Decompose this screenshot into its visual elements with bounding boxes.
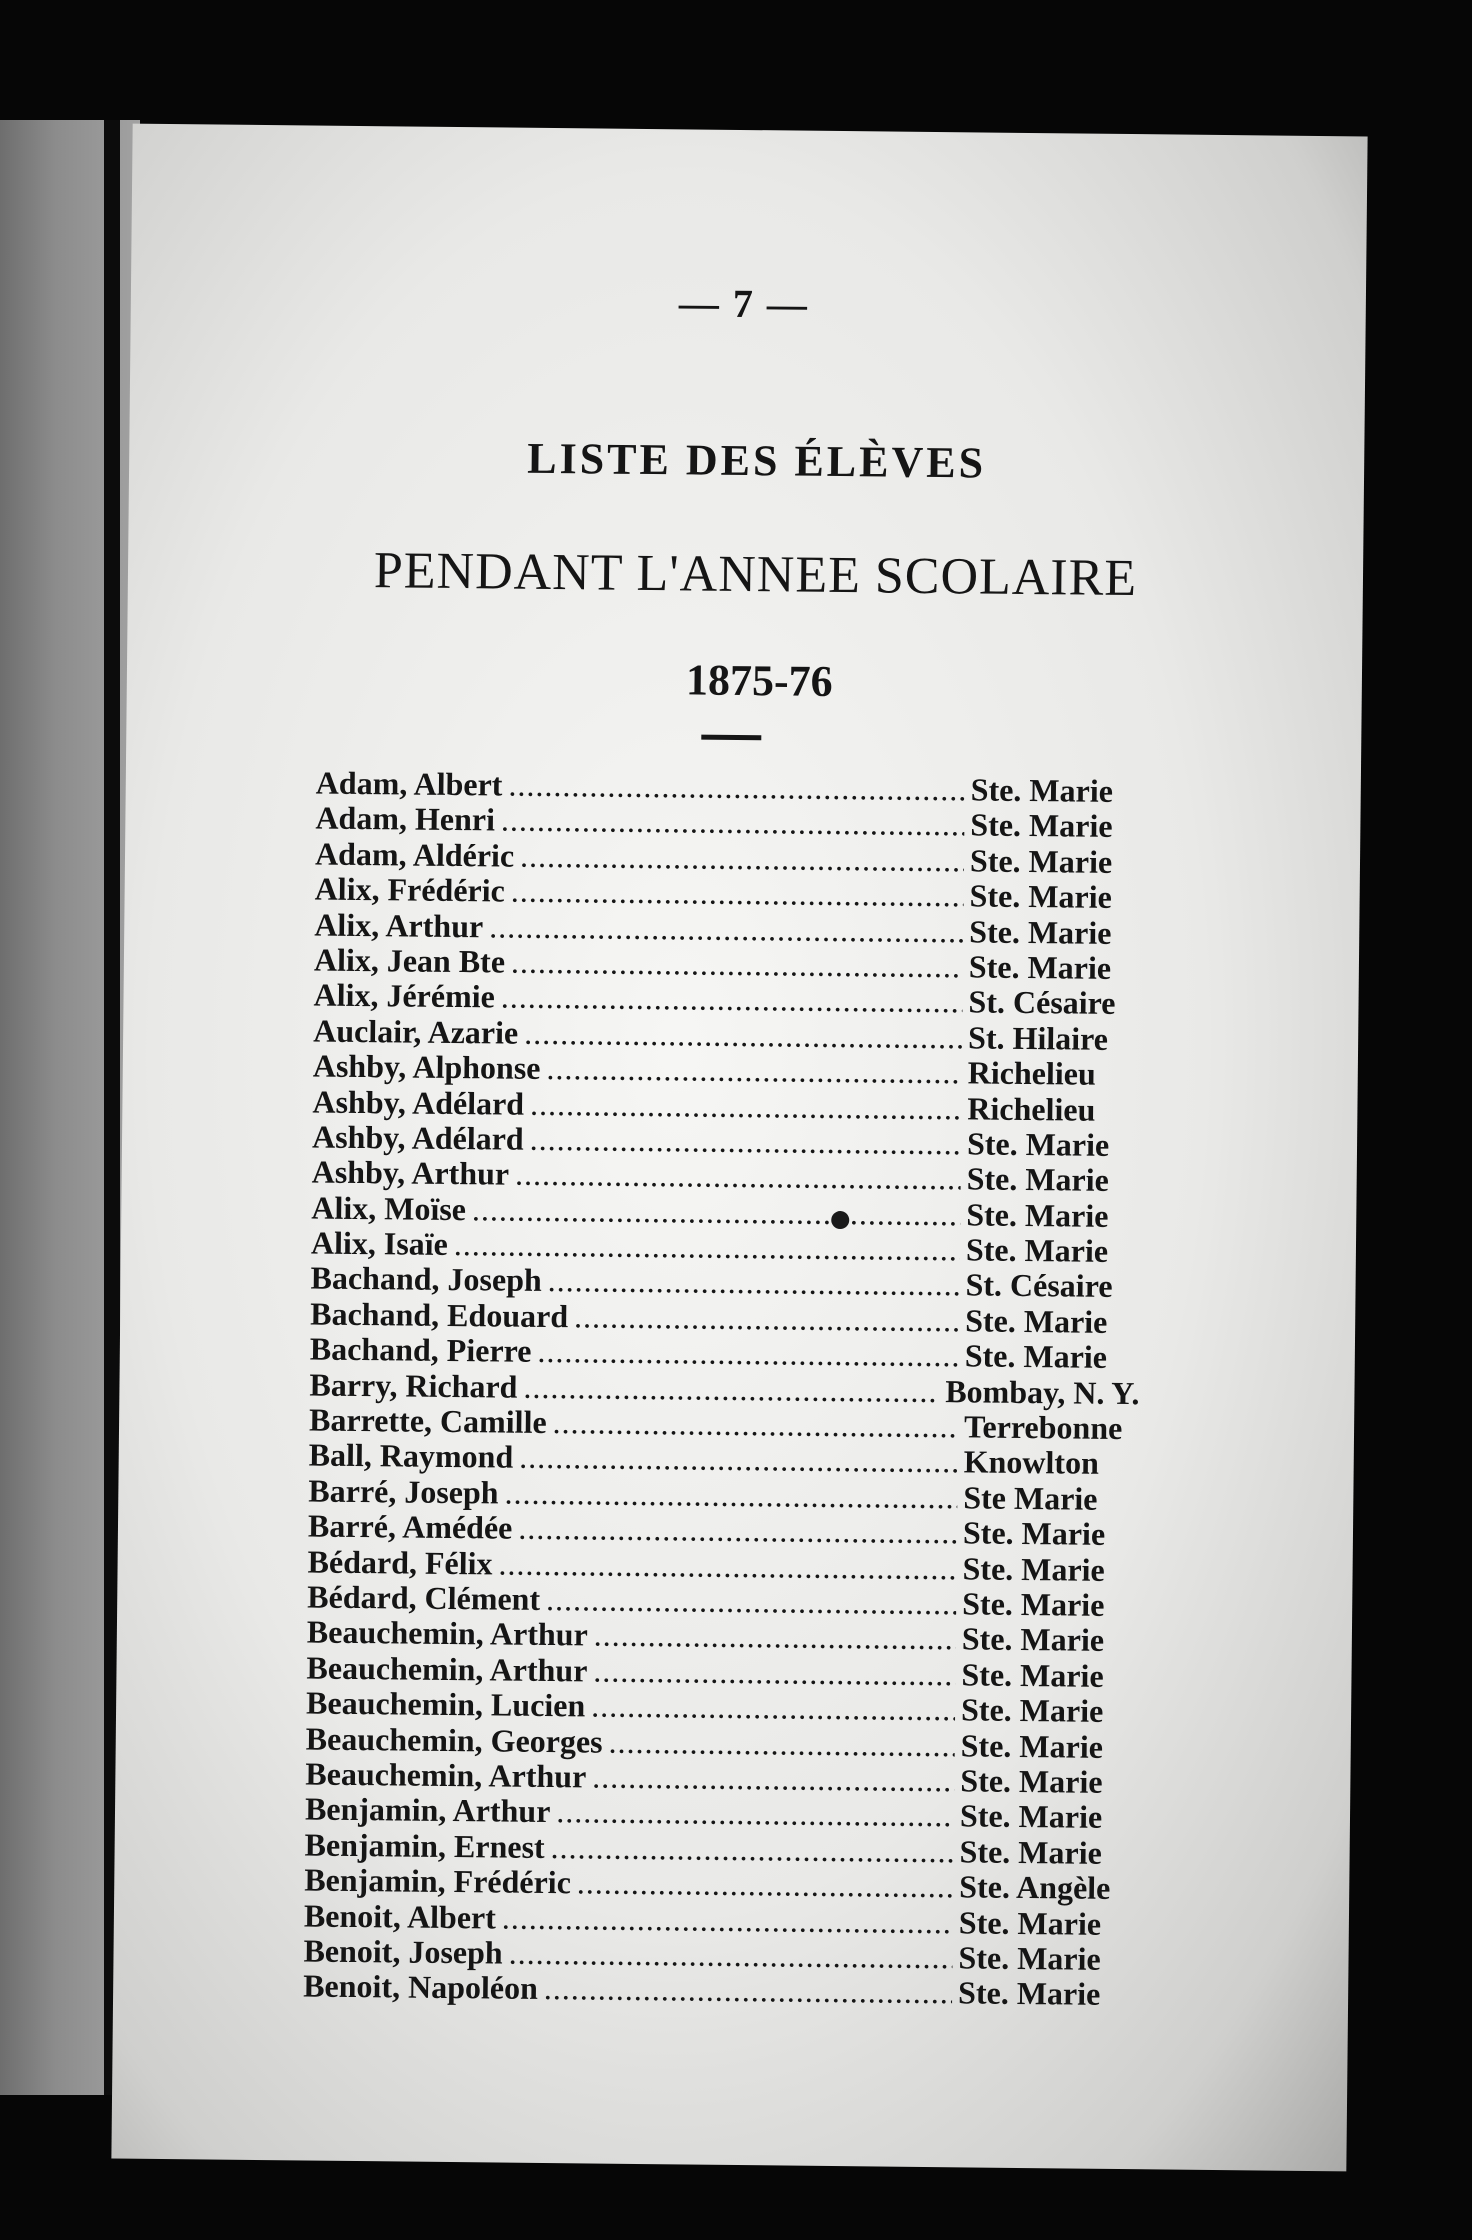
leader-dots [508,768,965,808]
student-place: Ste. Marie [964,1337,1108,1376]
leader-dots [530,1122,962,1162]
student-place: Ste. Marie [969,877,1112,916]
student-place: Ste. Marie [959,1797,1103,1836]
leader-dots [537,1334,959,1374]
school-year: 1875-76 [685,655,833,706]
student-place: Ste. Marie [962,1514,1106,1553]
leader-dots [548,1263,960,1303]
student-place: St. Hilaire [967,1019,1109,1057]
student-place: Ste. Marie [961,1620,1105,1659]
student-place: Ste. Angèle [959,1868,1111,1907]
leader-dots [504,1475,957,1515]
student-name: Beauchemin, Arthur [306,1613,588,1653]
student-name: Beauchemin, Arthur [305,1755,587,1795]
student-place: Ste. Marie [961,1656,1104,1694]
student-name: Alix, Isaïe [310,1224,449,1263]
leader-dots [515,1157,961,1197]
student-name: Ashby, Alphonse [312,1047,541,1087]
student-place: Knowlton [963,1443,1100,1482]
student-place: Ste. Marie [965,1231,1109,1269]
student-name: Benoit, Napoléon [303,1967,539,2007]
leader-dots [577,1865,954,1904]
page-number: — 7 — [678,280,810,327]
student-row [303,1969,1133,2013]
student-place: Ste. Marie [968,948,1112,986]
student-place: Ste. Marie [957,1974,1101,2013]
student-name: Benoit, Joseph [303,1932,503,1971]
student-place: Ste. Marie [970,806,1113,845]
student-name: Adam, Albert [315,764,503,803]
leader-dots [550,1830,953,1870]
leader-dots [518,1511,957,1551]
student-place: Ste. Marie [965,1302,1108,1340]
leader-dots [592,1759,954,1798]
student-name: Barry, Richard [309,1366,518,1405]
student-place: Ste Marie [963,1479,1098,1517]
leader-dots [556,1794,954,1834]
student-place: St. Césaire [968,983,1116,1022]
ink-blot [831,1211,849,1229]
student-name: Adam, Henri [315,799,496,838]
leader-dots [608,1724,955,1763]
student-place: Ste. Marie [966,1160,1110,1199]
student-place: Terrebonne [963,1408,1123,1447]
student-name: Ashby, Arthur [311,1153,510,1192]
student-name: Ball, Raymond [308,1436,514,1476]
student-name: Beauchemin, Georges [305,1720,603,1760]
leader-dots [523,1369,939,1409]
student-place: Ste. Marie [970,771,1114,809]
student-name: Alix, Jean Bte [313,941,506,980]
student-name: Ashby, Adélard [312,1083,525,1122]
student-place: Ste. Marie [962,1549,1105,1588]
student-name: Barré, Amédée [307,1507,513,1546]
student-name: Benoit, Albert [303,1896,497,1935]
student-place: Ste. Marie [966,1196,1109,1234]
leader-dots [530,1086,962,1126]
page-title: LISTE DES ÉLÈVES [527,433,987,488]
student-name: Alix, Moïse [311,1189,467,1227]
student-place: Ste. Marie [958,1903,1102,1942]
student-place: Ste. Marie [966,1125,1110,1163]
leader-dots [511,945,963,985]
student-name: Beauchemin, Arthur [306,1649,588,1689]
student-list [303,766,1146,2013]
document-page [111,124,1367,2172]
leader-dots [593,1653,955,1692]
leader-dots [524,1015,962,1055]
student-name: Alix, Jérémie [313,976,496,1015]
student-name: Benjamin, Frédéric [304,1861,572,1901]
student-place: Ste. Marie [960,1691,1104,1729]
leader-dots [552,1405,958,1445]
leader-dots [520,838,964,878]
leader-dots [501,980,963,1020]
leader-dots [574,1299,959,1338]
student-place: Ste. Marie [960,1762,1103,1800]
student-place: Bombay, N. Y. [945,1372,1140,1411]
student-place: St. Césaire [965,1266,1113,1305]
student-name: Alix, Frédéric [314,870,506,909]
leader-dots [489,909,963,949]
student-place: Richelieu [967,1089,1096,1128]
student-name: Benjamin, Ernest [304,1826,545,1865]
student-name: Bédard, Clément [307,1578,541,1617]
student-place: Ste. Marie [969,842,1113,880]
student-name: Beauchemin, Lucien [305,1684,586,1724]
student-name: Adam, Aldéric [314,835,515,874]
page-subtitle: PENDANT L'ANNEE SCOLAIRE [373,542,1138,608]
student-place: Ste. Marie [962,1585,1105,1623]
student-place: Ste. Marie [959,1833,1102,1871]
student-name: Benjamin, Arthur [304,1790,551,1830]
leader-dots [519,1440,958,1480]
student-name: Barré, Joseph [308,1472,499,1511]
leader-dots [501,803,965,843]
student-name: Ashby, Adélard [311,1118,524,1157]
student-name: Bachand, Pierre [309,1330,532,1370]
leader-dots [546,1051,962,1091]
leader-dots [472,1192,961,1233]
student-name: Auclair, Azarie [313,1012,519,1051]
leader-dots [498,1546,956,1586]
leader-dots [546,1582,956,1622]
student-place: Ste. Marie [969,912,1112,951]
leader-dots [502,1900,953,1940]
student-place: Ste. Marie [960,1726,1104,1765]
student-place: Ste. Marie [958,1939,1101,1977]
title-rule [701,735,761,741]
leader-dots [591,1689,955,1728]
student-name: Alix, Arthur [314,906,484,944]
student-name: Barrette, Camille [308,1401,547,1441]
student-name: Bachand, Joseph [310,1259,542,1299]
leader-dots [511,874,964,914]
leader-dots [509,1936,953,1976]
leader-dots [594,1618,956,1657]
leader-dots [544,1971,953,2011]
student-place: Richelieu [967,1054,1096,1092]
student-name: Bachand, Edouard [310,1295,569,1335]
student-name: Bédard, Félix [307,1543,493,1582]
